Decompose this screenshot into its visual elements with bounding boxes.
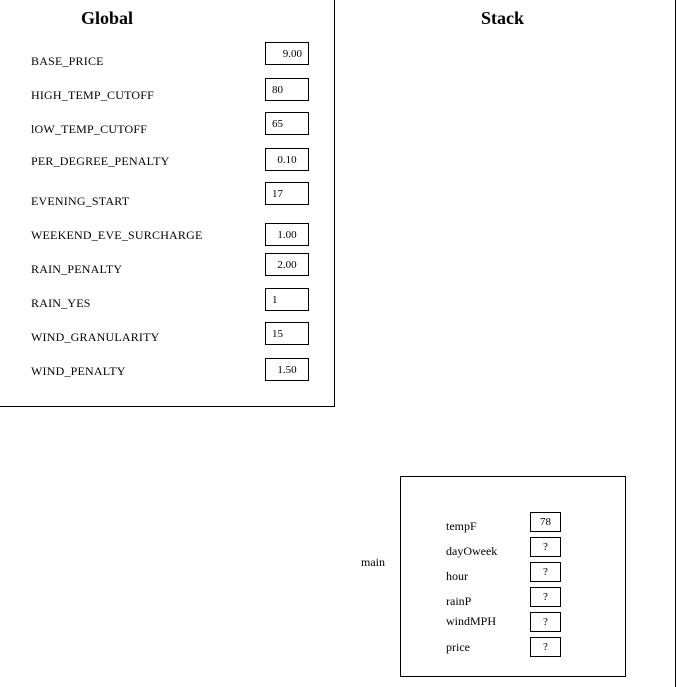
global-var-value-box: 0.10 (265, 148, 309, 171)
local-var-name: rainP (446, 594, 472, 608)
global-var-name: EVENING_START (31, 194, 130, 208)
local-var-value-box: ? (530, 587, 561, 607)
local-var-value-box: ? (530, 637, 561, 657)
global-heading: Global (81, 8, 134, 28)
global-var-value-box: 1.00 (265, 223, 309, 246)
global-var-value-box: 2.00 (265, 253, 309, 276)
global-var-name: WEEKEND_EVE_SURCHARGE (31, 228, 203, 242)
local-var-value-box: 78 (530, 512, 561, 532)
stack-heading: Stack (481, 8, 525, 28)
local-var-name: tempF (446, 519, 477, 533)
global-var-value-box: 1 (265, 288, 309, 311)
global-var-name: PER_DEGREE_PENALTY (31, 154, 170, 168)
global-var-value-box: 9.00 (265, 42, 309, 65)
global-var-name: HIGH_TEMP_CUTOFF (31, 88, 154, 102)
local-var-value-box: ? (530, 612, 561, 632)
global-var-name: RAIN_PENALTY (31, 262, 123, 276)
global-var-value-box: 15 (265, 322, 309, 345)
global-var-value-box: 80 (265, 78, 309, 101)
global-panel-bottom-border (0, 406, 335, 407)
local-var-name: windMPH (446, 614, 497, 628)
global-var-name: WIND_PENALTY (31, 364, 126, 378)
stack-panel-right-border (675, 0, 676, 687)
local-var-name: dayOweek (446, 544, 498, 558)
global-var-name: WIND_GRANULARITY (31, 330, 160, 344)
global-var-name: BASE_PRICE (31, 54, 104, 68)
local-var-value-box: ? (530, 537, 561, 557)
local-var-value-box: ? (530, 562, 561, 582)
local-var-name: hour (446, 569, 468, 583)
local-var-name: price (446, 640, 470, 654)
global-var-name: lOW_TEMP_CUTOFF (31, 122, 148, 136)
stack-frame-main (400, 476, 626, 677)
global-var-value-box: 65 (265, 112, 309, 135)
global-var-name: RAIN_YES (31, 296, 91, 310)
global-panel-right-border (334, 0, 335, 407)
stack-frame-label: main (361, 555, 385, 569)
global-var-value-box: 1.50 (265, 358, 309, 381)
global-var-value-box: 17 (265, 182, 309, 205)
